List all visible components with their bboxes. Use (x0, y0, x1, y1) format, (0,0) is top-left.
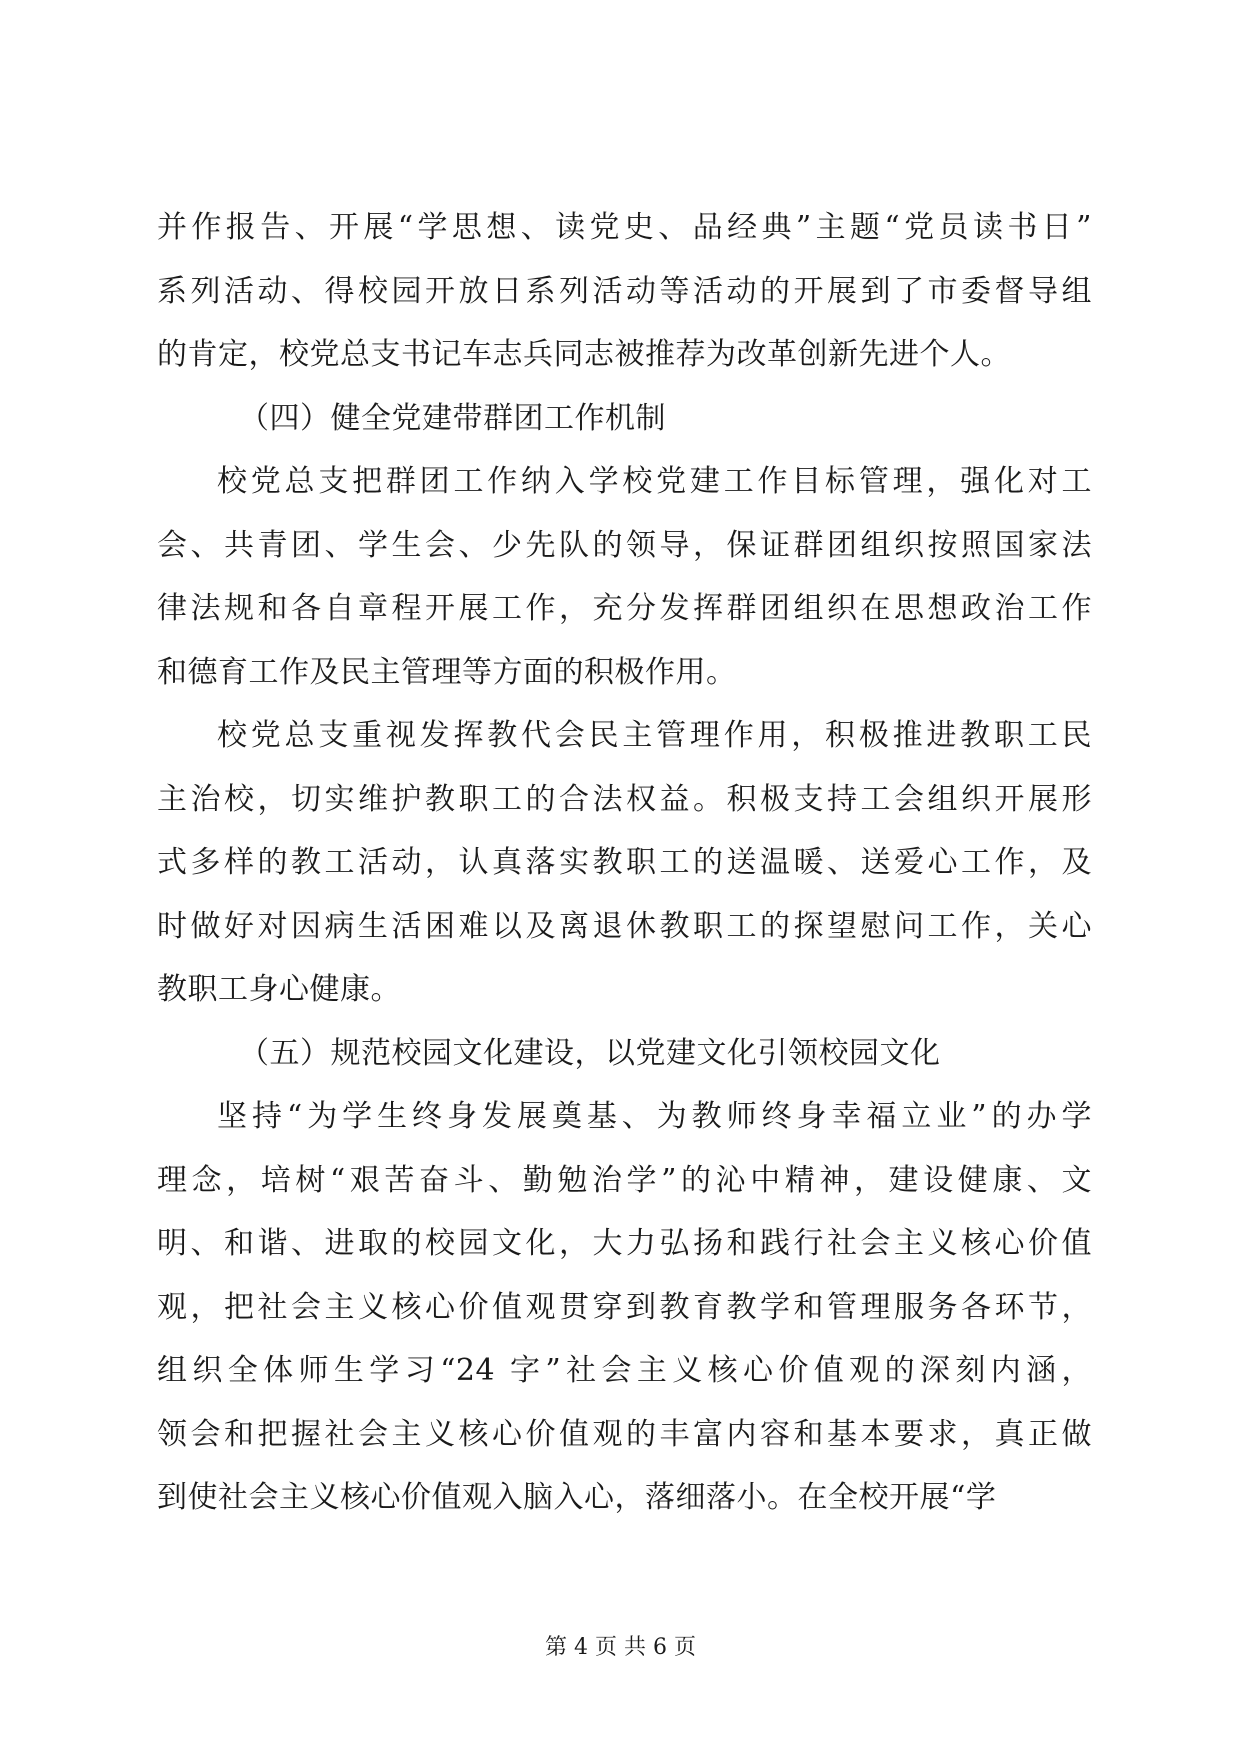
text-line: 并作报告、开展“学思想、读党史、品经典”主题“党员读书日” (157, 210, 1092, 245)
text-line: 时做好对因病生活困难以及离退休教职工的探望慰问工作，关心 (157, 908, 1092, 944)
text-line: 教职工身心健康。 (157, 972, 401, 1007)
text-line: 到使社会主义核心价值观入脑入心，落细落小。在全校开展“学 (157, 1480, 997, 1515)
text-line: 校党总支把群团工作纳入学校党建工作目标管理，强化对工 (217, 464, 1092, 499)
page-footer: 第 4 页 共 6 页 (545, 1635, 696, 1660)
paragraph (157, 1085, 1092, 1530)
text-line: 会、共青团、学生会、少先队的领导，保证群团组织按照国家法 (157, 527, 1092, 563)
text-line: 主治校，切实维护教职工的合法权益。积极支持工会组织开展形 (157, 781, 1092, 817)
text-line: 律法规和各自章程开展工作，充分发挥群团组织在思想政治工作 (157, 591, 1092, 626)
text-line: 组织全体师生学习“24 字”社会主义核心价值观的深刻内涵， (157, 1353, 1092, 1388)
section-heading (157, 1022, 1092, 1086)
paragraph (157, 704, 1092, 1022)
section-heading (157, 387, 1092, 451)
text-line: 理念，培树“艰苦奋斗、勤勉治学”的沁中精神，建设健康、文 (157, 1162, 1092, 1198)
paragraph (157, 196, 1092, 387)
document-body (157, 196, 1092, 1530)
text-line: （四）健全党建带群团工作机制 (239, 400, 666, 436)
text-line: 式多样的教工活动，认真落实教职工的送温暖、送爱心工作，及 (157, 845, 1092, 880)
text-line: 观，把社会主义核心价值观贯穿到教育教学和管理服务各环节， (157, 1289, 1092, 1325)
paragraph (157, 450, 1092, 704)
text-line: 的肯定，校党总支书记车志兵同志被推荐为改革创新先进个人。 (157, 337, 1011, 372)
text-line: 和德育工作及民主管理等方面的积极作用。 (157, 654, 737, 690)
text-line: 领会和把握社会主义核心价值观的丰富内容和基本要求，真正做 (157, 1416, 1092, 1452)
text-line: 校党总支重视发挥教代会民主管理作用，积极推进教职工民 (217, 718, 1092, 753)
text-line: 明、和谐、进取的校园文化，大力弘扬和践行社会主义核心价值 (157, 1226, 1092, 1261)
text-line: 系列活动、得校园开放日系列活动等活动的开展到了市委督导组 (157, 273, 1092, 309)
text-line: 坚持“为学生终身发展奠基、为教师终身幸福立业”的办学 (217, 1099, 1092, 1134)
text-line: （五）规范校园文化建设，以党建文化引领校园文化 (239, 1035, 941, 1071)
